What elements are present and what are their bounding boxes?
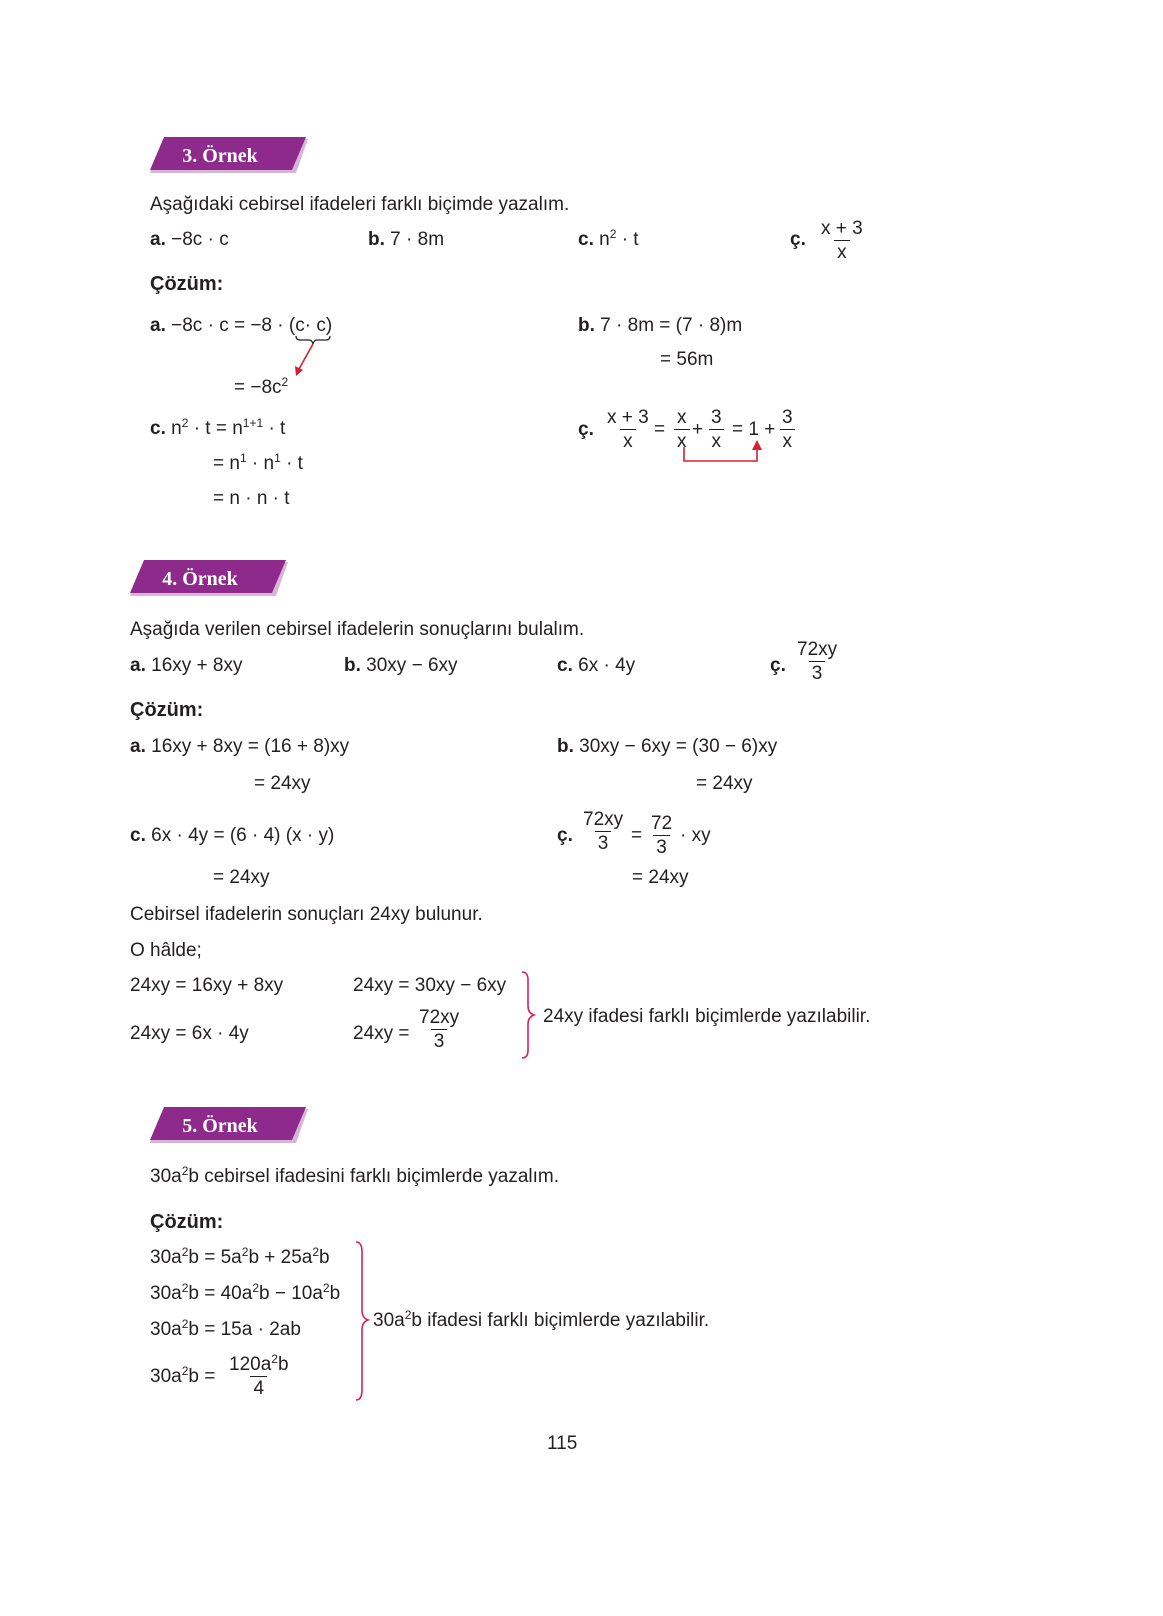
- s4-eq4-num: 72xy: [419, 1007, 460, 1028]
- s3-cc-f4-den: x: [780, 429, 796, 451]
- q3-c-base: n: [599, 229, 610, 250]
- s5-l1-2: b = 5a: [188, 1247, 242, 1268]
- s5-l4-0: 30a: [150, 1366, 182, 1387]
- example-5-badge: [150, 1107, 308, 1143]
- q3-a-label: a.: [150, 229, 166, 250]
- example-5-title: 5. Örnek: [182, 1115, 258, 1137]
- example-4-brace: [518, 970, 538, 1060]
- s3-cc-plus1: +: [692, 419, 704, 440]
- s4-cc-eq: =: [631, 825, 643, 846]
- s5-l2-5: 2: [322, 1281, 330, 1295]
- s5-line1: [150, 1245, 330, 1268]
- ex5-conc-a: 30a: [373, 1310, 405, 1331]
- q4-cc-fraction: [794, 640, 840, 683]
- s4-c-label: c.: [130, 825, 146, 846]
- s3-c-l2-a: = n: [213, 453, 240, 474]
- example-4-badge: [130, 560, 288, 596]
- s5-l3-2: b = 15a · 2ab: [188, 1319, 301, 1340]
- s3-c-l1-b: 2: [181, 416, 189, 430]
- s5-l3-0: 30a: [150, 1319, 182, 1340]
- example-5-brace: [352, 1240, 372, 1402]
- example-3-title: 3. Örnek: [182, 145, 258, 167]
- example-4-solution-heading: Çözüm:: [130, 699, 204, 721]
- s5-l4-2: b =: [188, 1366, 216, 1387]
- q4-c-expr: 6x · 4y: [578, 655, 636, 676]
- s4-c-l1: 6x · 4y = (6 · 4) (x · y): [151, 825, 335, 846]
- s5-line2: [150, 1281, 341, 1304]
- s5-l4-den: 4: [250, 1376, 267, 1398]
- s5-l3-1: 2: [181, 1317, 189, 1331]
- q3-b-label: b.: [368, 229, 385, 250]
- s5-l4-1: 2: [181, 1364, 189, 1378]
- s3-a-arrow-line: [299, 344, 313, 369]
- s5-l1-1: 2: [181, 1245, 189, 1259]
- s5-l2-4: b − 10a: [259, 1283, 323, 1304]
- s4-cc-f2-den: 3: [653, 835, 670, 857]
- s3-cc-f2-num: x: [677, 407, 687, 428]
- q3-b-expr: 7 · 8m: [390, 229, 445, 250]
- q3-cc-den: x: [834, 240, 850, 262]
- q4-a: [130, 656, 243, 675]
- s3-cc-f2-den: x: [674, 429, 690, 451]
- s4-a-l1: 16xy + 8xy = (16 + 8)xy: [151, 736, 350, 757]
- s5-l2-3: 2: [252, 1281, 259, 1295]
- ex5-prompt-b: 2: [181, 1164, 189, 1178]
- example-4-result: Cebirsel ifadelerin sonuçları 24xy bulunur.: [130, 904, 483, 925]
- s4-a-label: a.: [130, 736, 146, 757]
- example-4-ohalde: O hâlde;: [130, 940, 202, 961]
- ex5-prompt-a: 30a: [150, 1166, 182, 1187]
- s4-b-line1: [557, 737, 777, 756]
- s4-eq2: 24xy = 30xy − 6xy: [353, 975, 507, 996]
- s3-a-l2: = −8c: [234, 377, 282, 398]
- s3-c-l1-a: n: [171, 418, 182, 439]
- s4-cc-label: ç.: [557, 825, 573, 846]
- s3-cc-f1-num: x + 3: [607, 407, 649, 428]
- s3-cc-f1-den: x: [620, 429, 636, 451]
- s5-l2-0: 30a: [150, 1283, 182, 1304]
- example-5-solution-heading: Çözüm:: [150, 1211, 224, 1233]
- s3-b-line2: = 56m: [660, 349, 714, 370]
- s4-eq4-pre: 24xy =: [353, 1023, 410, 1044]
- s4-cc-rest: · xy: [680, 825, 711, 846]
- q3-c-exp: 2: [609, 227, 617, 241]
- s3-c-l2-d: 1: [274, 451, 281, 465]
- s5-line4: [150, 1364, 216, 1387]
- s4-b-line2: = 24xy: [696, 773, 753, 794]
- s3-cc-bracket: [684, 447, 757, 461]
- example-4-conclusion: 24xy ifadesi farklı biçimlerde yazılabilir.: [543, 1006, 871, 1027]
- s5-l1-0: 30a: [150, 1247, 182, 1268]
- ex5-conc-c: b ifadesi farklı biçimlerde yazılabilir.: [411, 1310, 710, 1331]
- q4-cc-num: 72xy: [797, 639, 838, 660]
- s3-c-l2-c: · n: [251, 453, 275, 474]
- ex5-prompt-c: b cebirsel ifadesini farklı biçimlerde yazalım.: [188, 1166, 560, 1187]
- s3-b-l1: 7 · 8m = (7 · 8)m: [600, 315, 743, 336]
- s4-a-line2: = 24xy: [254, 773, 311, 794]
- s3-a-l1: −8c · c = −8 · (c· c): [171, 315, 333, 336]
- s4-cc-frac1: [580, 810, 626, 853]
- s3-c-label: c.: [150, 418, 166, 439]
- s3-cc-f3-num: 3: [711, 407, 722, 428]
- s5-l4-num-a: 120a: [229, 1354, 272, 1375]
- s3-a-l2-exp: 2: [281, 375, 289, 389]
- example-3-solution-heading: Çözüm:: [150, 273, 224, 295]
- s4-b-label: b.: [557, 736, 574, 757]
- s4-cc-f2-num: 72: [651, 813, 673, 834]
- s3-cc-f4-num: 3: [782, 407, 793, 428]
- s3-c-l1-d: 1+1: [242, 416, 264, 430]
- s4-eq3: 24xy = 6x · 4y: [130, 1023, 249, 1044]
- q4-c: [557, 656, 635, 675]
- s5-line3: [150, 1317, 301, 1340]
- s4-c-line1: [130, 826, 334, 845]
- example-5-prompt: [150, 1164, 560, 1187]
- s3-cc-eq2: = 1 +: [732, 419, 776, 440]
- q4-b-label: b.: [344, 655, 361, 676]
- s5-l4-num: [226, 1352, 292, 1375]
- s3-c-l1-c: · t = n: [193, 418, 243, 439]
- example-3-prompt: Aşağıdaki cebirsel ifadeleri farklı biçimde yazalım.: [150, 194, 570, 215]
- s5-l4-num-c: b: [277, 1354, 289, 1375]
- q4-c-label: c.: [557, 655, 573, 676]
- s4-b-l1: 30xy − 6xy = (30 − 6)xy: [579, 736, 778, 757]
- s3-b-label: b.: [578, 315, 595, 336]
- s5-l4-fraction: [226, 1352, 292, 1399]
- ex5-conc-b: 2: [404, 1308, 412, 1322]
- q3-cc-num: x + 3: [821, 218, 863, 239]
- s4-cc-line2: = 24xy: [632, 867, 689, 888]
- q4-cc-label: ç.: [770, 655, 786, 676]
- s5-l1-4: b + 25a: [248, 1247, 313, 1268]
- s3-c-line3: = n · n · t: [213, 488, 290, 509]
- page-number: 115: [547, 1433, 578, 1454]
- s5-l1-5: 2: [312, 1245, 320, 1259]
- s4-cc-f1-num: 72xy: [583, 809, 624, 830]
- s3-cc-label: ç.: [578, 419, 594, 440]
- example-4-prompt: Aşağıda verilen cebirsel ifadelerin sonuçlarını bulalım.: [130, 619, 585, 640]
- example-5-conclusion: [373, 1308, 710, 1331]
- s5-l2-1: 2: [181, 1281, 189, 1295]
- s3-c-l2-b: 1: [239, 451, 247, 465]
- s3-c-l2-e: · t: [286, 453, 303, 474]
- q3-c-label: c.: [578, 229, 594, 250]
- q4-b: [344, 656, 458, 675]
- s3-cc-arrow-head: [752, 440, 762, 450]
- q3-c-rest: · t: [621, 229, 639, 250]
- s3-cc-f3-den: x: [709, 429, 725, 451]
- q4-a-expr: 16xy + 8xy: [151, 655, 243, 676]
- s5-l4-num-b: 2: [271, 1352, 278, 1366]
- s4-eq4-den: 3: [431, 1029, 448, 1051]
- s3-a-underbrace: [296, 336, 330, 344]
- s5-l1-3: 2: [241, 1245, 249, 1259]
- s4-eq4-fraction: [416, 1008, 462, 1051]
- s4-c-line2: = 24xy: [213, 867, 270, 888]
- s4-cc-frac2: [648, 814, 675, 857]
- q4-a-label: a.: [130, 655, 146, 676]
- q3-cc-label: ç.: [790, 229, 806, 250]
- s3-a-label: a.: [150, 315, 166, 336]
- s3-cc-eq1: =: [654, 419, 666, 440]
- example-4-title: 4. Örnek: [162, 568, 238, 590]
- s4-eq1: 24xy = 16xy + 8xy: [130, 975, 284, 996]
- s4-cc-f1-den: 3: [595, 831, 612, 853]
- q3-a-expr: −8c · c: [171, 229, 229, 250]
- s5-l2-6: b: [329, 1283, 341, 1304]
- s3-c-l1-e: · t: [268, 418, 286, 439]
- s4-a-line1: [130, 737, 349, 756]
- q4-b-expr: 30xy − 6xy: [366, 655, 458, 676]
- s5-l2-2: b = 40a: [188, 1283, 253, 1304]
- s5-l1-6: b: [319, 1247, 330, 1268]
- q4-cc-den: 3: [809, 661, 826, 683]
